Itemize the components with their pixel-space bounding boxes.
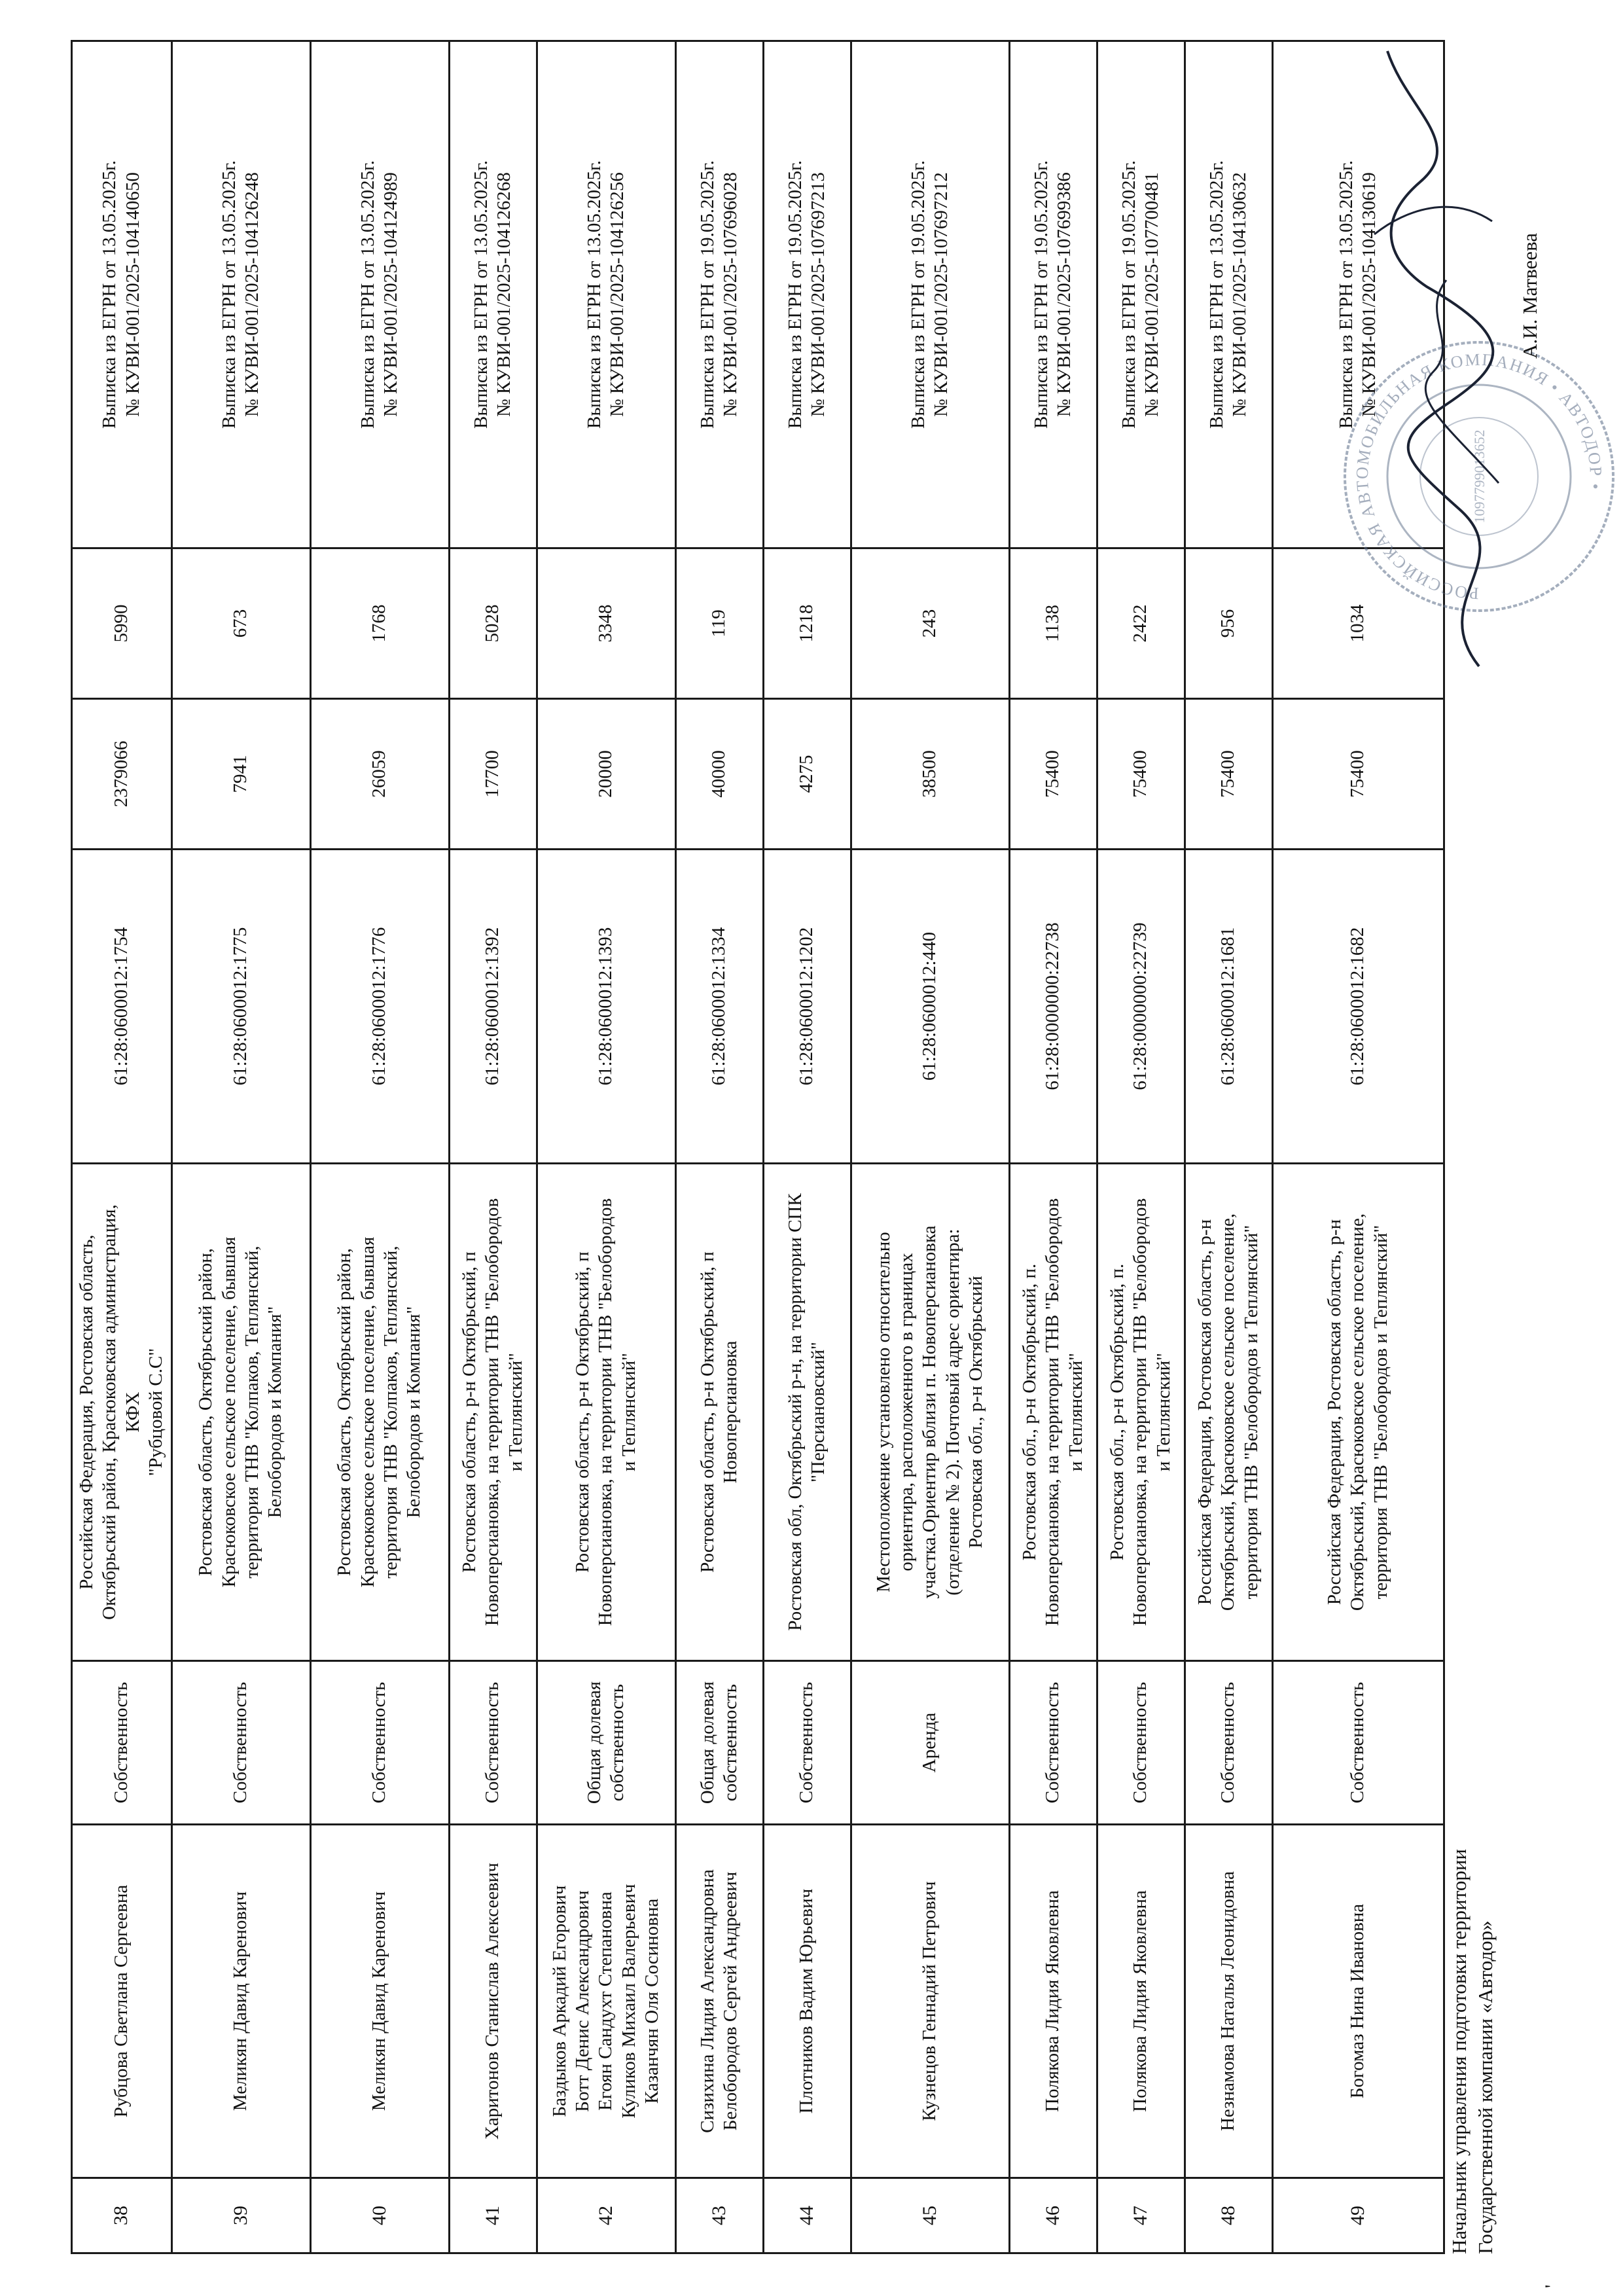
address-line: Российская Федерация, Ростовская область, р-н bbox=[1194, 1219, 1215, 1605]
right-type-cell bbox=[537, 1661, 675, 1825]
owner-cell bbox=[449, 1825, 537, 2178]
address-line: Октябрьский, Красюковское сельское поселение, bbox=[1347, 1213, 1368, 1611]
egrn-extract-line: Выписка из ЕГРН от 13.05.2025г. bbox=[357, 160, 378, 429]
address-cell bbox=[851, 1164, 1009, 1661]
right-type-line: Собственность bbox=[1042, 1681, 1063, 1804]
address-line: Октябрьский район, Красюковская администрация, bbox=[99, 1204, 120, 1620]
address-cell bbox=[537, 1164, 675, 1661]
part-area-cell: 5990 bbox=[72, 548, 172, 699]
address-cell bbox=[72, 1164, 172, 1661]
part-area-cell: 1768 bbox=[310, 548, 449, 699]
owner-line: Незнамова Наталья Леонидовна bbox=[1217, 1871, 1239, 2132]
table-row bbox=[675, 41, 763, 2253]
address-line: и Теплянский" bbox=[1152, 1353, 1174, 1471]
owner-line: Кузнецов Геннадий Петрович bbox=[919, 1881, 940, 2121]
address-line: Новоперсиановка, на территории ТНВ "Белобородов bbox=[1042, 1198, 1063, 1626]
egrn-extract-line: № КУВИ-001/2025-107697212 bbox=[931, 172, 952, 417]
part-area-cell: 3348 bbox=[537, 548, 675, 699]
svg-text:1097799013652: 1097799013652 bbox=[1471, 429, 1488, 524]
egrn-extract-cell bbox=[1009, 41, 1097, 548]
plot-area-cell: 2379066 bbox=[72, 699, 172, 850]
egrn-extract-cell bbox=[675, 41, 763, 548]
cadastral-number-cell: 61:28:0000000:22738 bbox=[1009, 850, 1097, 1164]
egrn-extract-line: Выписка из ЕГРН от 19.05.2025г. bbox=[907, 160, 929, 429]
part-area-cell: 1218 bbox=[763, 548, 851, 699]
owner-line: Меликян Давид Каренович bbox=[368, 1891, 390, 2111]
right-type-cell bbox=[1097, 1661, 1185, 1825]
owner-cell bbox=[537, 1825, 675, 2178]
address-line: Новоперсиановка, на территории ТНВ "Белобородов bbox=[595, 1198, 616, 1626]
plot-area-cell: 75400 bbox=[1009, 699, 1097, 850]
egrn-extract-line: № КУВИ-001/2025-104130619 bbox=[1359, 172, 1380, 417]
egrn-extract-line: № КУВИ-001/2025-104126268 bbox=[493, 172, 514, 417]
table-row bbox=[72, 41, 172, 2253]
address-line: Местоположение установлено относительно bbox=[872, 1232, 894, 1592]
cadastral-number-cell: 61:28:0600012:1775 bbox=[171, 850, 310, 1164]
plot-area-cell: 75400 bbox=[1097, 699, 1185, 850]
egrn-extract-line: Выписка из ЕГРН от 19.05.2025г. bbox=[1030, 160, 1052, 429]
egrn-extract-line: Выписка из ЕГРН от 19.05.2025г. bbox=[784, 160, 806, 429]
address-line: Октябрьский, Красюковское сельское поселение, bbox=[1217, 1213, 1239, 1611]
svg-text:РОССИЙСКАЯ АВТОМОБИЛЬНАЯ КОМПА: РОССИЙСКАЯ АВТОМОБИЛЬНАЯ КОМПАНИЯ • АВТОДОР • bbox=[1352, 350, 1606, 603]
address-line: Ростовская обл., р-н Октябрьский bbox=[965, 1276, 987, 1549]
signatory-position bbox=[1446, 1338, 1499, 2254]
egrn-extract-line: № КУВИ-001/2025-107697213 bbox=[808, 172, 829, 417]
right-type-cell bbox=[171, 1661, 310, 1825]
right-type-line: Собственность bbox=[1217, 1681, 1239, 1804]
egrn-extract-line: Выписка из ЕГРН от 13.05.2025г. bbox=[1205, 160, 1227, 429]
row-number-cell: 45 bbox=[851, 2178, 1009, 2253]
address-line: Новоперсиановка, на территории ТНВ "Белобородов bbox=[482, 1198, 503, 1626]
right-type-cell bbox=[675, 1661, 763, 1825]
part-area-cell: 2422 bbox=[1097, 548, 1185, 699]
table-row bbox=[1185, 41, 1272, 2253]
address-cell bbox=[1272, 1164, 1444, 1661]
address-line: территория ТНВ "Белобородов и Теплянский" bbox=[1240, 1225, 1262, 1600]
owner-line: Полякова Лидия Яковлевна bbox=[1130, 1890, 1151, 2112]
right-type-line: Собственность bbox=[482, 1681, 503, 1804]
address-cell bbox=[1009, 1164, 1097, 1661]
egrn-extract-line: Выписка из ЕГРН от 13.05.2025г. bbox=[99, 160, 120, 429]
row-number-cell: 42 bbox=[537, 2178, 675, 2253]
plot-area-cell: 20000 bbox=[537, 699, 675, 850]
right-type-line: собственность bbox=[720, 1683, 741, 1802]
row-number-cell: 46 bbox=[1009, 2178, 1097, 2253]
address-line: Ростовская обл., р-н Октябрьский, п. bbox=[1106, 1263, 1128, 1561]
egrn-extract-cell bbox=[1185, 41, 1272, 548]
egrn-extract-line: Выписка из ЕГРН от 13.05.2025г. bbox=[470, 160, 491, 429]
address-cell bbox=[1185, 1164, 1272, 1661]
right-type-cell bbox=[449, 1661, 537, 1825]
row-number-cell: 49 bbox=[1272, 2178, 1444, 2253]
table-row bbox=[537, 41, 675, 2253]
row-number-cell: 39 bbox=[171, 2178, 310, 2253]
address-cell bbox=[763, 1164, 851, 1661]
owner-line: Сизихина Лидия Александровна bbox=[696, 1869, 718, 2133]
cadastral-number-cell: 61:28:0600012:1334 bbox=[675, 850, 763, 1164]
egrn-extract-cell bbox=[72, 41, 172, 548]
row-number-cell: 44 bbox=[763, 2178, 851, 2253]
owner-line: Меликян Давид Каренович bbox=[230, 1891, 251, 2111]
egrn-extract-line: № КУВИ-001/2025-107699386 bbox=[1054, 172, 1075, 417]
right-type-cell bbox=[763, 1661, 851, 1825]
row-number-cell: 40 bbox=[310, 2178, 449, 2253]
margin-mark: ' bbox=[1541, 2284, 1563, 2288]
right-type-line: собственность bbox=[607, 1683, 628, 1802]
egrn-extract-cell bbox=[449, 41, 537, 548]
right-type-cell bbox=[1272, 1661, 1444, 1825]
plot-area-cell: 4275 bbox=[763, 699, 851, 850]
owner-cell bbox=[1009, 1825, 1097, 2178]
owner-cell bbox=[1097, 1825, 1185, 2178]
address-line: Ростовская область, Октябрьский район, bbox=[334, 1247, 355, 1577]
part-area-cell: 119 bbox=[675, 548, 763, 699]
right-type-line: Общая долевая bbox=[696, 1681, 718, 1804]
address-line: (отделение № 2). Почтовый адрес ориентира: bbox=[942, 1229, 963, 1596]
cadastral-number-cell: 61:28:0600012:1682 bbox=[1272, 850, 1444, 1164]
cadastral-number-cell: 61:28:0000000:22739 bbox=[1097, 850, 1185, 1164]
egrn-extract-line: № КУВИ-001/2025-107700481 bbox=[1141, 172, 1162, 417]
position-line-2: Государственной компании «Автодор» bbox=[1474, 1920, 1497, 2254]
address-line: Ростовская область, Октябрьский район, bbox=[195, 1247, 217, 1577]
egrn-extract-cell bbox=[537, 41, 675, 548]
right-type-line: Собственность bbox=[796, 1681, 817, 1804]
cadastral-number-cell: 61:28:0600012:1202 bbox=[763, 850, 851, 1164]
address-line: Белобородов и Компания" bbox=[264, 1306, 286, 1518]
egrn-extract-line: Выписка из ЕГРН от 19.05.2025г. bbox=[1118, 160, 1139, 429]
cadastral-number-cell: 61:28:0600012:1393 bbox=[537, 850, 675, 1164]
address-line: Ростовская обл, Октябрьский р-н, на территории СПК bbox=[784, 1193, 806, 1631]
right-type-cell bbox=[1185, 1661, 1272, 1825]
egrn-extract-cell bbox=[171, 41, 310, 548]
cadastral-number-cell: 61:28:0600012:1776 bbox=[310, 850, 449, 1164]
address-line: и Теплянский" bbox=[1065, 1353, 1086, 1471]
owner-line: Куликов Михаил Валерьевич bbox=[618, 1884, 639, 2119]
table-body bbox=[72, 41, 1444, 2253]
part-area-cell: 243 bbox=[851, 548, 1009, 699]
table-row bbox=[171, 41, 310, 2253]
address-line: участка.Ориентир вблизи п. Новоперсиановка bbox=[919, 1225, 940, 1599]
address-cell bbox=[171, 1164, 310, 1661]
egrn-extract-line: № КУВИ-001/2025-104124989 bbox=[380, 172, 401, 417]
owner-line: Баздыков Аркадий Егорович bbox=[548, 1885, 570, 2117]
egrn-extract-line: Выписка из ЕГРН от 13.05.2025г. bbox=[1335, 160, 1357, 429]
owner-line: Белобородов Сергей Андреевич bbox=[720, 1871, 741, 2131]
egrn-extract-line: Выписка из ЕГРН от 13.05.2025г. bbox=[583, 160, 605, 429]
row-number-cell: 48 bbox=[1185, 2178, 1272, 2253]
owner-cell bbox=[72, 1825, 172, 2178]
cadastral-number-cell: 61:28:0600012:1681 bbox=[1185, 850, 1272, 1164]
egrn-extract-cell bbox=[1097, 41, 1185, 548]
address-line: Новоперсиановка bbox=[720, 1340, 741, 1484]
address-line: Белобородов и Компания" bbox=[403, 1306, 425, 1518]
address-line: ориентира, расположенного в границах bbox=[895, 1253, 917, 1571]
egrn-extract-line: № КУВИ-001/2025-107696028 bbox=[720, 172, 741, 417]
plot-area-cell: 17700 bbox=[449, 699, 537, 850]
address-line: территория ТНВ "Колпаков, Теплянский, bbox=[380, 1246, 401, 1579]
address-line: Ростовская область, р-н Октябрьский, п bbox=[696, 1251, 718, 1573]
owner-cell bbox=[851, 1825, 1009, 2178]
right-type-cell bbox=[310, 1661, 449, 1825]
owner-line: Богомаз Нина Ивановна bbox=[1347, 1903, 1368, 2099]
cadastral-number-cell: 61:28:0600012:1754 bbox=[72, 850, 172, 1164]
signatory-name: А.И. Матвеева bbox=[1518, 232, 1541, 359]
address-cell bbox=[675, 1164, 763, 1661]
address-line: "Персиановский" bbox=[808, 1342, 829, 1482]
right-type-line: Аренда bbox=[919, 1712, 940, 1773]
owner-line: Ботт Денис Александрович bbox=[571, 1890, 593, 2112]
plot-area-cell: 40000 bbox=[675, 699, 763, 850]
address-line: Российская Федерация, Ростовская область, bbox=[76, 1234, 97, 1590]
cadastral-number-cell: 61:28:0600012:1392 bbox=[449, 850, 537, 1164]
egrn-extract-line: № КУВИ-001/2025-104126248 bbox=[241, 172, 262, 417]
row-number-cell: 41 bbox=[449, 2178, 537, 2253]
owner-cell bbox=[1185, 1825, 1272, 2178]
right-type-cell bbox=[851, 1661, 1009, 1825]
right-type-line: Общая долевая bbox=[583, 1681, 605, 1804]
part-area-cell: 673 bbox=[171, 548, 310, 699]
part-area-cell: 956 bbox=[1185, 548, 1272, 699]
address-line: Ростовская обл., р-н Октябрьский, п. bbox=[1018, 1263, 1040, 1561]
right-type-line: Собственность bbox=[111, 1681, 132, 1804]
table-row bbox=[763, 41, 851, 2253]
right-type-cell bbox=[72, 1661, 172, 1825]
cadastral-number-cell: 61:28:0600012:440 bbox=[851, 850, 1009, 1164]
address-cell bbox=[1097, 1164, 1185, 1661]
plot-area-cell: 75400 bbox=[1185, 699, 1272, 850]
address-line: и Теплянский" bbox=[505, 1353, 526, 1471]
egrn-extract-cell bbox=[763, 41, 851, 548]
table-row bbox=[1009, 41, 1097, 2253]
owner-line: Плотников Вадим Юрьевич bbox=[796, 1888, 817, 2114]
right-type-line: Собственность bbox=[230, 1681, 251, 1804]
owner-cell bbox=[171, 1825, 310, 2178]
plot-area-cell: 26059 bbox=[310, 699, 449, 850]
address-line: Ростовская область, р-н Октябрьский, п bbox=[458, 1251, 480, 1573]
row-number-cell: 47 bbox=[1097, 2178, 1185, 2253]
address-line: Новоперсиановка, на территории ТНВ "Белобородов bbox=[1130, 1198, 1151, 1626]
address-line: КФХ bbox=[122, 1391, 143, 1433]
handwritten-signature bbox=[1348, 38, 1544, 679]
address-line: Красюковское сельское поселение, бывшая bbox=[218, 1236, 240, 1588]
plot-area-cell: 75400 bbox=[1272, 699, 1444, 850]
address-cell bbox=[449, 1164, 537, 1661]
address-line: и Теплянский" bbox=[618, 1353, 639, 1471]
owner-line: Полякова Лидия Яковлевна bbox=[1042, 1890, 1063, 2112]
address-line: территория ТНВ "Колпаков, Теплянский, bbox=[241, 1246, 262, 1579]
address-line: "Рубцовой С.С" bbox=[145, 1348, 167, 1477]
table-row bbox=[310, 41, 449, 2253]
egrn-extract-line: Выписка из ЕГРН от 13.05.2025г. bbox=[218, 160, 240, 429]
egrn-extract-line: № КУВИ-001/2025-104140650 bbox=[122, 172, 143, 417]
egrn-extract-cell bbox=[851, 41, 1009, 548]
owner-cell bbox=[1272, 1825, 1444, 2178]
egrn-extract-cell bbox=[310, 41, 449, 548]
address-line: Красюковское сельское поселение, бывшая bbox=[357, 1236, 378, 1588]
row-number-cell: 43 bbox=[675, 2178, 763, 2253]
position-line-1: Начальник управления подготовки территории bbox=[1448, 1848, 1471, 2254]
owner-cell bbox=[675, 1825, 763, 2178]
owner-cell bbox=[310, 1825, 449, 2178]
egrn-extract-line: № КУВИ-001/2025-104126256 bbox=[607, 172, 628, 417]
part-area-cell: 1034 bbox=[1272, 548, 1444, 699]
table-row bbox=[851, 41, 1009, 2253]
right-type-line: Собственность bbox=[368, 1681, 390, 1804]
part-area-cell: 5028 bbox=[449, 548, 537, 699]
owner-cell bbox=[763, 1825, 851, 2178]
table-row bbox=[1097, 41, 1185, 2253]
address-line: территория ТНВ "Белобородов и Теплянский" bbox=[1370, 1225, 1391, 1600]
land-plot-register-table bbox=[71, 40, 1445, 2254]
owner-line: Рубцова Светлана Сергеевна bbox=[111, 1884, 132, 2118]
egrn-extract-line: № КУВИ-001/2025-104130632 bbox=[1229, 172, 1250, 417]
right-type-cell bbox=[1009, 1661, 1097, 1825]
address-line: Российская Федерация, Ростовская область, р-н bbox=[1323, 1219, 1345, 1605]
plot-area-cell: 38500 bbox=[851, 699, 1009, 850]
row-number-cell: 38 bbox=[72, 2178, 172, 2253]
owner-line: Егоян Сандухт Степановна bbox=[595, 1892, 616, 2111]
address-line: Ростовская область, р-н Октябрьский, п bbox=[571, 1251, 593, 1573]
egrn-extract-line: Выписка из ЕГРН от 19.05.2025г. bbox=[696, 160, 718, 429]
right-type-line: Собственность bbox=[1130, 1681, 1151, 1804]
plot-area-cell: 7941 bbox=[171, 699, 310, 850]
right-type-line: Собственность bbox=[1347, 1681, 1368, 1804]
owner-line: Харитонов Станислав Алексеевич bbox=[482, 1862, 503, 2140]
address-cell bbox=[310, 1164, 449, 1661]
table-row bbox=[449, 41, 537, 2253]
owner-line: Казанчян Оля Сосиновна bbox=[641, 1898, 663, 2104]
part-area-cell: 1138 bbox=[1009, 548, 1097, 699]
